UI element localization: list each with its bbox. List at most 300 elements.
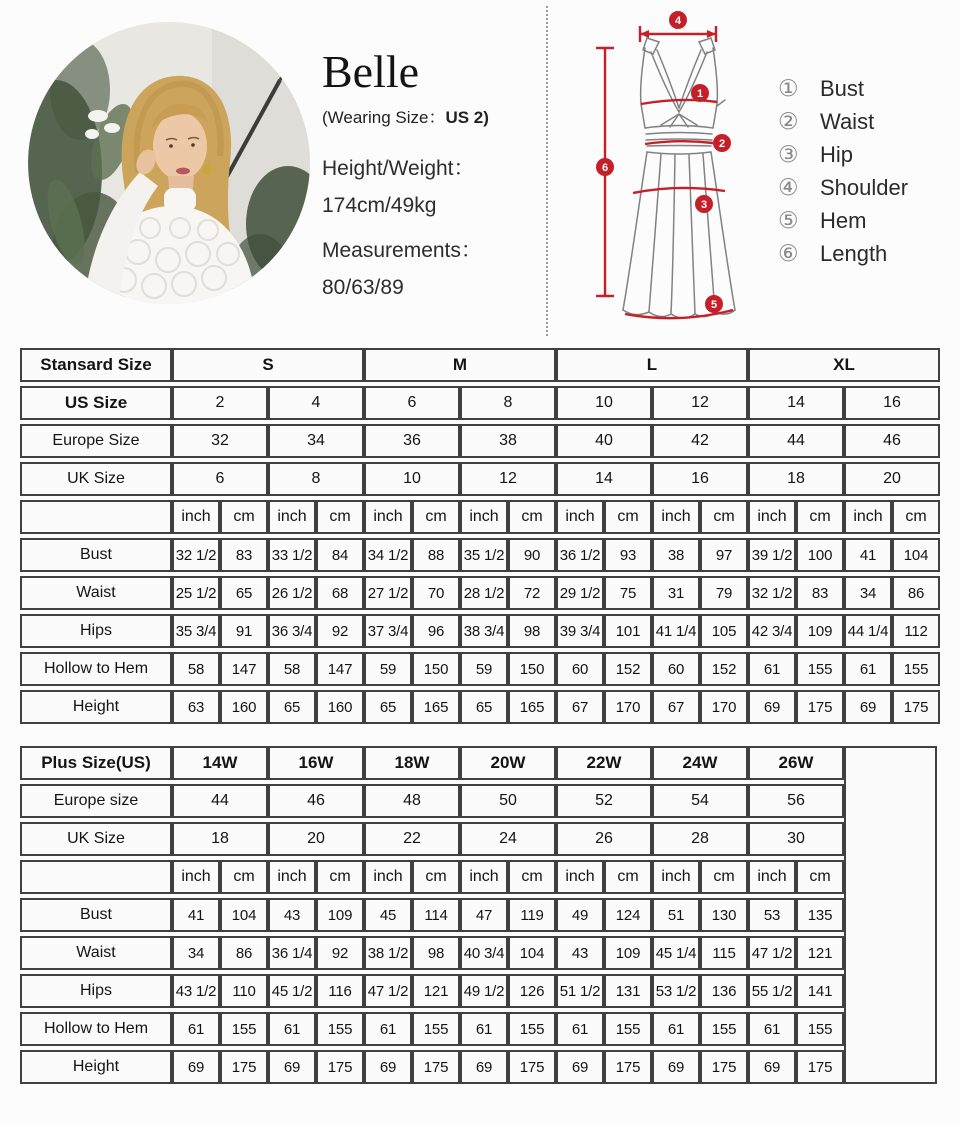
size-cell: 12: [460, 462, 556, 496]
row-label: Europe Size: [20, 424, 172, 458]
value-cell: 60: [652, 652, 700, 686]
legend-item: [778, 237, 908, 270]
size-cell: 10: [364, 462, 460, 496]
size-group: 16W: [268, 746, 364, 780]
value-cell: 69: [460, 1050, 508, 1084]
unit-cell: inch: [556, 860, 604, 894]
legend-label: Bust: [820, 75, 865, 101]
height-weight-label: Height/Weight：: [322, 157, 475, 181]
size-cell: 32: [172, 424, 268, 458]
badge-hip: [695, 195, 713, 213]
legend-item: [778, 105, 908, 138]
measurement-legend: [778, 72, 908, 270]
value-cell: 109: [604, 936, 652, 970]
value-cell: 93: [604, 538, 652, 572]
value-cell: 98: [412, 936, 460, 970]
badge-waist: [713, 134, 731, 152]
unit-cell: inch: [460, 500, 508, 534]
value-cell: 141: [796, 974, 844, 1008]
value-cell: 175: [316, 1050, 364, 1084]
row-label: Bust: [20, 898, 172, 932]
value-cell: 40 3/4: [460, 936, 508, 970]
unit-cell: cm: [508, 500, 556, 534]
unit-cell: cm: [892, 500, 940, 534]
value-cell: 86: [220, 936, 268, 970]
circled-number-icon: ④: [778, 174, 799, 200]
row-label: Height: [20, 690, 172, 724]
legend-item: [778, 72, 908, 105]
table-title: Plus Size(US): [20, 746, 172, 780]
unit-row: [20, 860, 937, 894]
row-label: [20, 500, 172, 534]
value-cell: 69: [748, 690, 796, 724]
size-cell: 4: [268, 386, 364, 420]
svg-text:2: 2: [718, 138, 726, 150]
size-cell: 44: [748, 424, 844, 458]
unit-cell: inch: [460, 860, 508, 894]
unit-cell: inch: [652, 500, 700, 534]
value-cell: 41: [172, 898, 220, 932]
value-cell: 60: [556, 652, 604, 686]
wearing-size: (Wearing Size：US 2): [322, 108, 489, 128]
value-cell: 83: [796, 576, 844, 610]
size-cell: 8: [268, 462, 364, 496]
value-cell: 53 1/2: [652, 974, 700, 1008]
table-row: [20, 822, 937, 856]
row-label: Hollow to Hem: [20, 652, 172, 686]
size-cell: 56: [748, 784, 844, 818]
unit-cell: inch: [556, 500, 604, 534]
table-row: [20, 386, 940, 420]
value-cell: 59: [364, 652, 412, 686]
size-cell: 44: [172, 784, 268, 818]
table-row: [20, 690, 940, 724]
value-cell: 98: [508, 614, 556, 648]
value-cell: 32 1/2: [172, 538, 220, 572]
value-cell: 175: [604, 1050, 652, 1084]
value-cell: 58: [268, 652, 316, 686]
plus-size-table: [20, 742, 937, 1088]
size-group: L: [556, 348, 748, 382]
svg-text:1: 1: [696, 88, 704, 100]
value-cell: 101: [604, 614, 652, 648]
value-cell: 147: [220, 652, 268, 686]
legend-item: [778, 204, 908, 237]
legend-label: Hip: [820, 141, 854, 167]
value-cell: 69: [748, 1050, 796, 1084]
value-cell: 43 1/2: [172, 974, 220, 1008]
value-cell: 126: [508, 974, 556, 1008]
value-cell: 112: [892, 614, 940, 648]
value-cell: 86: [892, 576, 940, 610]
value-cell: 45 1/2: [268, 974, 316, 1008]
model-photo-art: [28, 22, 310, 304]
size-cell: 16: [844, 386, 940, 420]
value-cell: 90: [508, 538, 556, 572]
value-cell: 68: [316, 576, 364, 610]
value-cell: 96: [412, 614, 460, 648]
table-header-row: [20, 746, 937, 780]
legend-item: [778, 171, 908, 204]
value-cell: 75: [604, 576, 652, 610]
value-cell: 175: [700, 1050, 748, 1084]
table-title: Stansard Size: [20, 348, 172, 382]
value-cell: 38: [652, 538, 700, 572]
value-cell: 38 3/4: [460, 614, 508, 648]
value-cell: 51 1/2: [556, 974, 604, 1008]
value-cell: 37 3/4: [364, 614, 412, 648]
value-cell: 83: [220, 538, 268, 572]
value-cell: 100: [796, 538, 844, 572]
value-cell: 51: [652, 898, 700, 932]
value-cell: 35 3/4: [172, 614, 220, 648]
table-row: [20, 1050, 937, 1084]
value-cell: 25 1/2: [172, 576, 220, 610]
table-row: [20, 1012, 937, 1046]
table-row: [20, 784, 937, 818]
value-cell: 155: [604, 1012, 652, 1046]
unit-cell: cm: [604, 860, 652, 894]
circled-number-icon: ①: [778, 75, 799, 101]
svg-text:4: 4: [674, 15, 682, 27]
value-cell: 45: [364, 898, 412, 932]
standard-size-table: [20, 344, 940, 728]
value-cell: 61: [748, 652, 796, 686]
size-cell: 20: [268, 822, 364, 856]
size-cell: 24: [460, 822, 556, 856]
value-cell: 29 1/2: [556, 576, 604, 610]
value-cell: 131: [604, 974, 652, 1008]
value-cell: 42 3/4: [748, 614, 796, 648]
value-cell: 65: [220, 576, 268, 610]
value-cell: 45 1/4: [652, 936, 700, 970]
svg-text:3: 3: [700, 199, 708, 211]
unit-cell: inch: [364, 500, 412, 534]
row-label: US Size: [20, 386, 172, 420]
value-cell: 67: [556, 690, 604, 724]
top-section: [0, 0, 960, 344]
unit-cell: cm: [316, 860, 364, 894]
value-cell: 147: [316, 652, 364, 686]
table-row: [20, 462, 940, 496]
unit-cell: cm: [316, 500, 364, 534]
size-cell: 20: [844, 462, 940, 496]
value-cell: 175: [412, 1050, 460, 1084]
value-cell: 34: [844, 576, 892, 610]
measurements-label: Measurements：: [322, 239, 482, 263]
value-cell: 34: [172, 936, 220, 970]
unit-cell: inch: [844, 500, 892, 534]
size-cell: 30: [748, 822, 844, 856]
model-name: Belle: [322, 46, 420, 97]
unit-cell: inch: [172, 860, 220, 894]
unit-cell: cm: [508, 860, 556, 894]
value-cell: 34 1/2: [364, 538, 412, 572]
size-cell: 42: [652, 424, 748, 458]
circled-number-icon: ③: [778, 141, 799, 167]
size-cell: 22: [364, 822, 460, 856]
value-cell: 105: [700, 614, 748, 648]
value-cell: 150: [508, 652, 556, 686]
table-row: [20, 974, 937, 1008]
value-cell: 104: [892, 538, 940, 572]
value-cell: 61: [268, 1012, 316, 1046]
value-cell: 150: [412, 652, 460, 686]
value-cell: 26 1/2: [268, 576, 316, 610]
unit-cell: cm: [412, 500, 460, 534]
value-cell: 35 1/2: [460, 538, 508, 572]
size-cell: 40: [556, 424, 652, 458]
size-cell: 54: [652, 784, 748, 818]
value-cell: 31: [652, 576, 700, 610]
value-cell: 53: [748, 898, 796, 932]
size-cell: 46: [268, 784, 364, 818]
size-cell: 28: [652, 822, 748, 856]
table-row: [20, 424, 940, 458]
size-cell: 8: [460, 386, 556, 420]
size-cell: 52: [556, 784, 652, 818]
badge-length: [596, 158, 614, 176]
table-header-row: [20, 348, 940, 382]
value-cell: 152: [700, 652, 748, 686]
size-cell: 46: [844, 424, 940, 458]
value-cell: 27 1/2: [364, 576, 412, 610]
unit-cell: cm: [796, 500, 844, 534]
size-group: 22W: [556, 746, 652, 780]
measurements-value: 80/63/89: [322, 276, 404, 300]
value-cell: 155: [892, 652, 940, 686]
row-label: Hips: [20, 974, 172, 1008]
value-cell: 39 3/4: [556, 614, 604, 648]
size-cell: 14: [748, 386, 844, 420]
value-cell: 65: [460, 690, 508, 724]
value-cell: 39 1/2: [748, 538, 796, 572]
value-cell: 61: [364, 1012, 412, 1046]
value-cell: 69: [652, 1050, 700, 1084]
value-cell: 59: [460, 652, 508, 686]
unit-cell: inch: [364, 860, 412, 894]
unit-cell: cm: [220, 500, 268, 534]
table-row: [20, 652, 940, 686]
value-cell: 70: [412, 576, 460, 610]
value-cell: 91: [220, 614, 268, 648]
value-cell: 160: [316, 690, 364, 724]
circled-number-icon: ⑤: [778, 207, 799, 233]
row-label: Height: [20, 1050, 172, 1084]
unit-cell: cm: [700, 500, 748, 534]
value-cell: 61: [172, 1012, 220, 1046]
value-cell: 160: [220, 690, 268, 724]
value-cell: 43: [268, 898, 316, 932]
size-group: M: [364, 348, 556, 382]
table-row: [20, 576, 940, 610]
unit-cell: inch: [172, 500, 220, 534]
size-cell: 18: [172, 822, 268, 856]
value-cell: 28 1/2: [460, 576, 508, 610]
value-cell: 119: [508, 898, 556, 932]
row-label: Hollow to Hem: [20, 1012, 172, 1046]
value-cell: 175: [796, 690, 844, 724]
value-cell: 61: [844, 652, 892, 686]
unit-cell: cm: [604, 500, 652, 534]
size-cell: 50: [460, 784, 556, 818]
legend-label: Waist: [820, 108, 875, 134]
value-cell: 155: [700, 1012, 748, 1046]
size-group: 18W: [364, 746, 460, 780]
value-cell: 175: [796, 1050, 844, 1084]
value-cell: 65: [268, 690, 316, 724]
size-cell: 10: [556, 386, 652, 420]
value-cell: 36 1/2: [556, 538, 604, 572]
unit-cell: cm: [412, 860, 460, 894]
dotted-divider: [546, 6, 548, 336]
size-group: 24W: [652, 746, 748, 780]
size-cell: 6: [172, 462, 268, 496]
value-cell: 155: [316, 1012, 364, 1046]
svg-text:5: 5: [710, 299, 718, 311]
value-cell: 47 1/2: [364, 974, 412, 1008]
value-cell: 69: [172, 1050, 220, 1084]
model-info: [322, 48, 542, 306]
value-cell: 49 1/2: [460, 974, 508, 1008]
row-label: Hips: [20, 614, 172, 648]
size-cell: 34: [268, 424, 364, 458]
badge-bust: [691, 84, 709, 102]
value-cell: 155: [220, 1012, 268, 1046]
value-cell: 58: [172, 652, 220, 686]
value-cell: 47: [460, 898, 508, 932]
table-row: [20, 614, 940, 648]
value-cell: 165: [412, 690, 460, 724]
value-cell: 61: [556, 1012, 604, 1046]
value-cell: 36 1/4: [268, 936, 316, 970]
height-weight-value: 174cm/49kg: [322, 194, 437, 218]
value-cell: 155: [796, 652, 844, 686]
table-row: [20, 898, 937, 932]
value-cell: 88: [412, 538, 460, 572]
value-cell: 110: [220, 974, 268, 1008]
value-cell: 92: [316, 936, 364, 970]
unit-cell: cm: [700, 860, 748, 894]
svg-text:6: 6: [601, 162, 609, 174]
unit-cell: cm: [220, 860, 268, 894]
row-label: Bust: [20, 538, 172, 572]
value-cell: 115: [700, 936, 748, 970]
legend-label: Length: [820, 240, 888, 266]
size-cell: 38: [460, 424, 556, 458]
row-label: UK Size: [20, 462, 172, 496]
value-cell: 79: [700, 576, 748, 610]
value-cell: 175: [508, 1050, 556, 1084]
value-cell: 155: [412, 1012, 460, 1046]
value-cell: 49: [556, 898, 604, 932]
row-label: [20, 860, 172, 894]
value-cell: 124: [604, 898, 652, 932]
value-cell: 152: [604, 652, 652, 686]
value-cell: 165: [508, 690, 556, 724]
value-cell: 67: [652, 690, 700, 724]
value-cell: 41 1/4: [652, 614, 700, 648]
size-cell: 6: [364, 386, 460, 420]
value-cell: 175: [892, 690, 940, 724]
size-cell: 16: [652, 462, 748, 496]
value-cell: 170: [604, 690, 652, 724]
unit-cell: inch: [268, 860, 316, 894]
size-cell: 36: [364, 424, 460, 458]
value-cell: 130: [700, 898, 748, 932]
value-cell: 33 1/2: [268, 538, 316, 572]
unit-cell: inch: [748, 860, 796, 894]
value-cell: 170: [700, 690, 748, 724]
size-cell: 48: [364, 784, 460, 818]
value-cell: 135: [796, 898, 844, 932]
unit-cell: cm: [796, 860, 844, 894]
row-label: Waist: [20, 576, 172, 610]
model-photo: [28, 22, 310, 304]
value-cell: 38 1/2: [364, 936, 412, 970]
circled-number-icon: ②: [778, 108, 799, 134]
value-cell: 61: [652, 1012, 700, 1046]
size-group: S: [172, 348, 364, 382]
unit-cell: inch: [652, 860, 700, 894]
size-group: 14W: [172, 746, 268, 780]
value-cell: 69: [844, 690, 892, 724]
value-cell: 65: [364, 690, 412, 724]
value-cell: 72: [508, 576, 556, 610]
value-cell: 155: [796, 1012, 844, 1046]
wearing-size-value: US 2): [445, 108, 489, 128]
circled-number-icon: ⑥: [778, 240, 799, 266]
value-cell: 121: [796, 936, 844, 970]
value-cell: 36 3/4: [268, 614, 316, 648]
dress-diagram: [583, 4, 775, 345]
table-row: [20, 538, 940, 572]
size-group: 20W: [460, 746, 556, 780]
row-label: Europe size: [20, 784, 172, 818]
value-cell: 97: [700, 538, 748, 572]
value-cell: 116: [316, 974, 364, 1008]
value-cell: 44 1/4: [844, 614, 892, 648]
legend-label: Shoulder: [820, 174, 909, 200]
value-cell: 155: [508, 1012, 556, 1046]
badge-hem: [705, 295, 723, 313]
value-cell: 61: [460, 1012, 508, 1046]
value-cell: 136: [700, 974, 748, 1008]
unit-cell: inch: [268, 500, 316, 534]
value-cell: 104: [220, 898, 268, 932]
value-cell: 175: [220, 1050, 268, 1084]
value-cell: 61: [748, 1012, 796, 1046]
value-cell: 43: [556, 936, 604, 970]
value-cell: 92: [316, 614, 364, 648]
value-cell: 69: [364, 1050, 412, 1084]
value-cell: 69: [556, 1050, 604, 1084]
legend-label: Hem: [820, 207, 867, 233]
empty-column: [844, 746, 937, 1084]
value-cell: 109: [796, 614, 844, 648]
table-row: [20, 936, 937, 970]
value-cell: 55 1/2: [748, 974, 796, 1008]
value-cell: 32 1/2: [748, 576, 796, 610]
badge-shoulder: [669, 11, 687, 29]
value-cell: 121: [412, 974, 460, 1008]
value-cell: 69: [268, 1050, 316, 1084]
value-cell: 41: [844, 538, 892, 572]
size-cell: 18: [748, 462, 844, 496]
unit-row: [20, 500, 940, 534]
legend-item: [778, 138, 908, 171]
value-cell: 63: [172, 690, 220, 724]
